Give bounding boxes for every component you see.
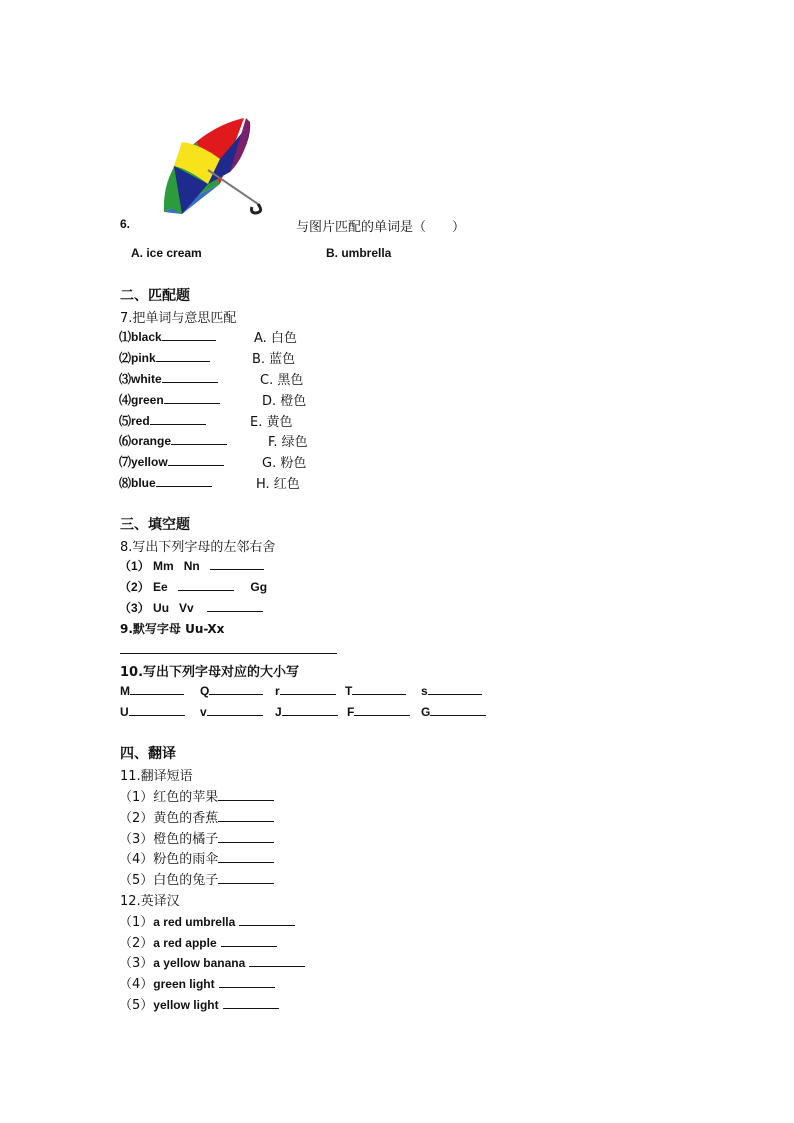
match-word: ⑸red (119, 414, 150, 428)
letter: s (421, 684, 428, 698)
letter: v (200, 705, 207, 719)
item-number: （2） (119, 936, 154, 951)
letter: Gg (250, 580, 268, 594)
item-number: （3） (119, 956, 154, 971)
match-meaning: G. 粉色 (262, 456, 307, 471)
match-word: ⑴black (119, 330, 162, 344)
phrase-item: （4）粉色的雨伞 (119, 852, 219, 867)
item-number: （5） (119, 998, 154, 1013)
letter: T (345, 684, 353, 698)
match-word: ⑶white (119, 372, 162, 386)
match-meaning: A. 白色 (254, 331, 297, 346)
item-number: （2） (119, 580, 150, 594)
answer-line (120, 653, 337, 654)
option-b: B. umbrella (326, 246, 392, 260)
question-title: 11.翻译短语 (120, 769, 193, 784)
match-meaning: D. 橙色 (262, 394, 307, 409)
umbrella-illustration (160, 114, 270, 216)
letter: U (120, 705, 129, 719)
section-title: 三、填空题 (120, 517, 190, 533)
match-word: ⑵pink (119, 351, 156, 365)
match-word: ⑹orange (119, 434, 172, 448)
item-number: （3） (119, 601, 150, 615)
question-title: 7.把单词与意思匹配 (120, 311, 237, 326)
letter: Ee (153, 580, 168, 594)
question-title: 12.英译汉 (120, 894, 180, 909)
letter: Vv (179, 601, 194, 615)
letter: Nn (183, 559, 200, 573)
item-number: （4） (119, 977, 154, 992)
match-word: ⑻blue (119, 476, 156, 490)
english-phrase: a red umbrella (153, 915, 236, 929)
english-phrase: a yellow banana (153, 956, 246, 970)
letter: r (275, 684, 280, 698)
match-word: ⑺yellow (119, 455, 168, 469)
question-number: 6. (120, 217, 131, 231)
question-title: 8.写出下列字母的左邻右舍 (120, 540, 276, 555)
item-number: （1） (119, 915, 154, 930)
section-title: 二、匹配题 (120, 288, 190, 304)
english-phrase: yellow light (153, 998, 219, 1012)
letter: Mm (153, 559, 174, 573)
match-meaning: E. 黄色 (250, 415, 293, 430)
item-number: （1） (119, 559, 150, 573)
match-meaning: F. 绿色 (268, 435, 308, 450)
letter: M (120, 684, 130, 698)
phrase-item: （2）黄色的香蕉 (119, 811, 219, 826)
letter: G (421, 705, 431, 719)
letter: J (275, 705, 282, 719)
question-prompt: 与图片匹配的单词是（ ） (296, 220, 466, 235)
match-word: ⑷green (119, 393, 164, 407)
letter: Uu (153, 601, 170, 615)
match-meaning: H. 红色 (256, 477, 300, 492)
match-meaning: C. 黑色 (260, 373, 304, 388)
option-a: A. ice cream (131, 246, 202, 260)
phrase-item: （5）白色的兔子 (119, 873, 219, 888)
phrase-item: （1）红色的苹果 (119, 790, 219, 805)
section-title: 四、翻译 (120, 746, 176, 762)
letter: Q (200, 684, 210, 698)
phrase-item: （3）橙色的橘子 (119, 832, 219, 847)
question-title: 10.写出下列字母对应的大小写 (120, 665, 300, 680)
letter: F (347, 705, 355, 719)
match-meaning: B. 蓝色 (252, 352, 296, 367)
english-phrase: a red apple (153, 936, 217, 950)
english-phrase: green light (153, 977, 215, 991)
question-title: 9.默写字母 Uu-Xx (120, 622, 225, 636)
